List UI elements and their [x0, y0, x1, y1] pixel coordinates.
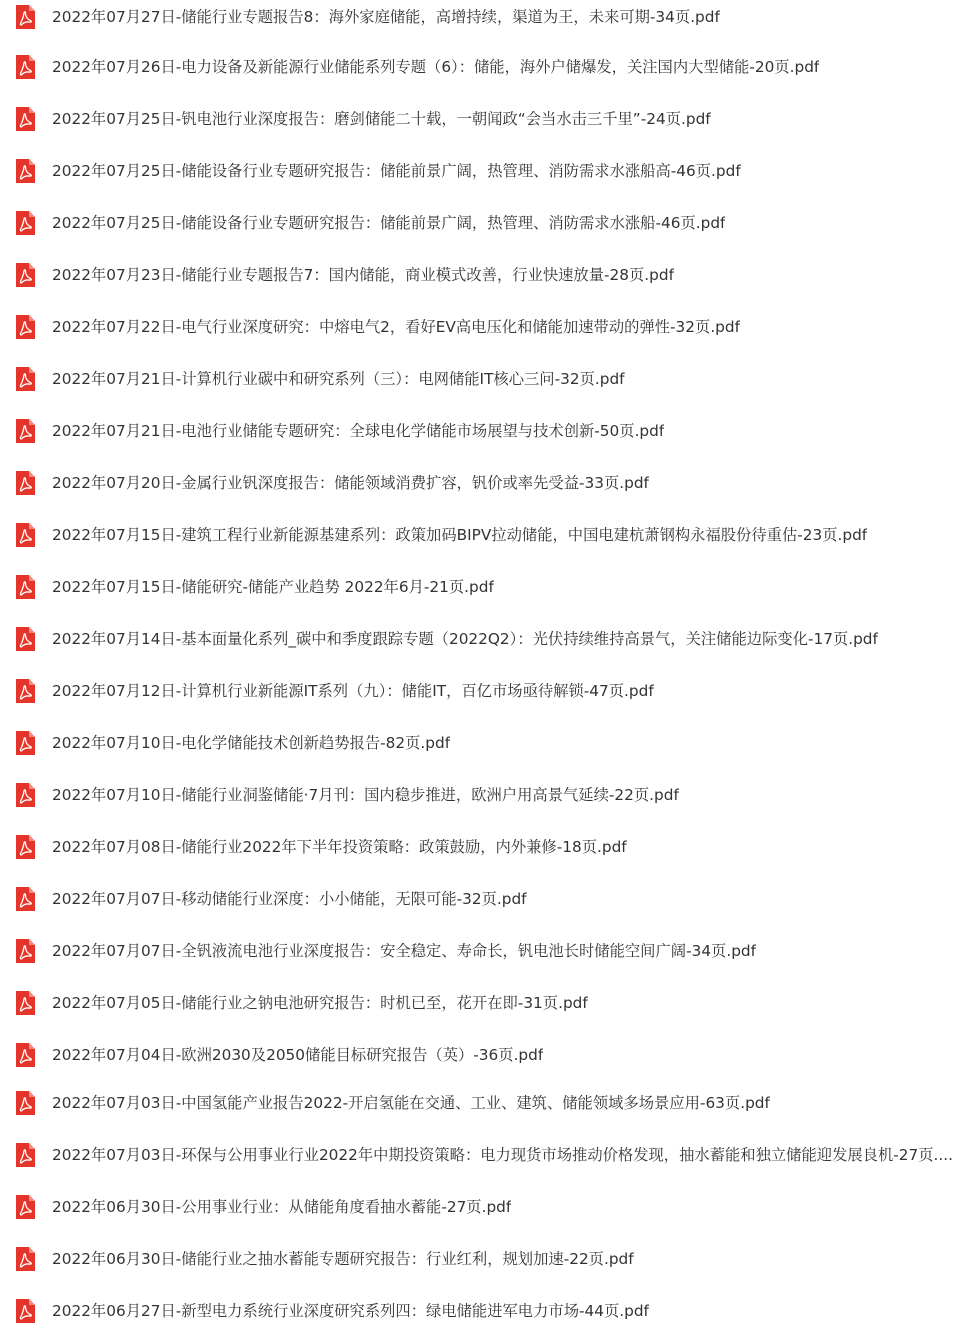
- file-name: 2022年06月27日-新型电力系统行业深度研究系列四：绿电储能进军电力市场-44页.pdf: [52, 1302, 649, 1320]
- file-name: 2022年07月10日-储能行业洞鉴储能·7月刊：国内稳步推进，欧洲户用高景气延续-22页.pdf: [52, 786, 679, 804]
- file-name: 2022年07月21日-计算机行业碳中和研究系列（三）：电网储能IT核心三问-32页.pdf: [52, 370, 625, 388]
- file-name: 2022年07月26日-电力设备及新能源行业储能系列专题（6）：储能，海外户储爆发，关注国内大型储能-20页.pdf: [52, 58, 820, 76]
- file-row[interactable]: [0, 778, 975, 812]
- file-name: 2022年07月07日-移动储能行业深度：小小储能，无限可能-32页.pdf: [52, 890, 527, 908]
- file-name: 2022年07月21日-电池行业储能专题研究：全球电化学储能市场展望与技术创新-50页.pdf: [52, 422, 665, 440]
- pdf-file-icon: [14, 4, 36, 30]
- pdf-file-icon: [14, 522, 36, 548]
- file-row[interactable]: [0, 570, 975, 604]
- file-name: 2022年07月25日-钒电池行业深度报告：磨剑储能二十载，一朝闻政“会当水击三千里”-24页.pdf: [52, 110, 711, 128]
- pdf-file-icon: [14, 678, 36, 704]
- file-name: 2022年07月05日-储能行业之钠电池研究报告：时机已至，花开在即-31页.pdf: [52, 994, 588, 1012]
- file-row[interactable]: [0, 154, 975, 188]
- file-name: 2022年07月25日-储能设备行业专题研究报告：储能前景广阔，热管理、消防需求水涨船高-46页.pdf: [52, 162, 741, 180]
- pdf-file-icon: [14, 1246, 36, 1272]
- file-row[interactable]: [0, 1190, 975, 1224]
- pdf-file-icon: [14, 366, 36, 392]
- pdf-file-icon: [14, 262, 36, 288]
- file-row[interactable]: [0, 362, 975, 396]
- pdf-file-icon: [14, 834, 36, 860]
- file-row[interactable]: [0, 518, 975, 552]
- file-name: 2022年07月04日-欧洲2030及2050储能目标研究报告（英）-36页.pdf: [52, 1046, 544, 1064]
- file-row[interactable]: [0, 102, 975, 136]
- file-row[interactable]: [0, 50, 975, 84]
- file-row[interactable]: [0, 1138, 975, 1172]
- pdf-file-icon: [14, 574, 36, 600]
- pdf-file-icon: [14, 470, 36, 496]
- file-name: 2022年07月08日-储能行业2022年下半年投资策略：政策鼓励，内外兼修-18页.pdf: [52, 838, 627, 856]
- file-name: 2022年07月27日-储能行业专题报告8：海外家庭储能，高增持续，渠道为王，未来可期-34页.pdf: [52, 8, 720, 26]
- pdf-file-icon: [14, 1142, 36, 1168]
- pdf-file-icon: [14, 210, 36, 236]
- file-name: 2022年07月25日-储能设备行业专题研究报告：储能前景广阔，热管理、消防需求水涨船-46页.pdf: [52, 214, 726, 232]
- pdf-file-icon: [14, 938, 36, 964]
- file-row[interactable]: [0, 830, 975, 864]
- pdf-file-icon: [14, 782, 36, 808]
- pdf-file-icon: [14, 106, 36, 132]
- pdf-file-icon: [14, 626, 36, 652]
- pdf-file-icon: [14, 886, 36, 912]
- file-name: 2022年07月22日-电气行业深度研究：中熔电气2，看好EV高电压化和储能加速带动的弹性-32页.pdf: [52, 318, 740, 336]
- file-name: 2022年06月30日-储能行业之抽水蓄能专题研究报告：行业红利，规划加速-22页.pdf: [52, 1250, 634, 1268]
- file-row[interactable]: [0, 1086, 975, 1120]
- pdf-file-icon: [14, 418, 36, 444]
- file-row[interactable]: [0, 934, 975, 968]
- pdf-file-icon: [14, 158, 36, 184]
- file-row[interactable]: [0, 986, 975, 1020]
- file-row[interactable]: [0, 674, 975, 708]
- file-name: 2022年07月20日-金属行业钒深度报告：储能领域消费扩容，钒价或率先受益-33页.pdf: [52, 474, 649, 492]
- file-row[interactable]: [0, 466, 975, 500]
- pdf-file-icon: [14, 1298, 36, 1324]
- file-row[interactable]: [0, 882, 975, 916]
- file-name: 2022年07月14日-基本面量化系列_碳中和季度跟踪专题（2022Q2）：光伏持续维持高景气，关注储能边际变化-17页.pdf: [52, 630, 878, 648]
- file-name: 2022年07月07日-全钒液流电池行业深度报告：安全稳定、寿命长，钒电池长时储能空间广阔-34页.pdf: [52, 942, 757, 960]
- pdf-file-icon: [14, 1042, 36, 1068]
- file-name: 2022年06月30日-公用事业行业：从储能角度看抽水蓄能-27页.pdf: [52, 1198, 512, 1216]
- file-name: 2022年07月10日-电化学储能技术创新趋势报告-82页.pdf: [52, 734, 451, 752]
- file-row[interactable]: [0, 310, 975, 344]
- file-row[interactable]: [0, 414, 975, 448]
- pdf-file-icon: [14, 1194, 36, 1220]
- file-name: 2022年07月15日-储能研究-储能产业趋势 2022年6月-21页.pdf: [52, 578, 494, 596]
- file-name: 2022年07月23日-储能行业专题报告7：国内储能，商业模式改善，行业快速放量-28页.pdf: [52, 266, 674, 284]
- pdf-file-icon: [14, 1090, 36, 1116]
- file-row[interactable]: [0, 206, 975, 240]
- file-name: 2022年07月03日-环保与公用事业行业2022年中期投资策略：电力现货市场推动价格发现，抽水蓄能和独立储能迎发展良机-27页....: [52, 1146, 953, 1164]
- file-name: 2022年07月03日-中国氢能产业报告2022-开启氢能在交通、工业、建筑、储能领域多场景应用-63页.pdf: [52, 1094, 770, 1112]
- pdf-file-icon: [14, 990, 36, 1016]
- file-row[interactable]: [0, 1038, 975, 1072]
- file-row[interactable]: [0, 726, 975, 760]
- file-name: 2022年07月15日-建筑工程行业新能源基建系列：政策加码BIPV拉动储能，中国电建杭萧钢构永福股份待重估-23页.pdf: [52, 526, 868, 544]
- pdf-file-icon: [14, 54, 36, 80]
- file-row[interactable]: [0, 0, 975, 34]
- pdf-file-icon: [14, 314, 36, 340]
- file-row[interactable]: [0, 258, 975, 292]
- file-row[interactable]: [0, 1242, 975, 1276]
- pdf-file-icon: [14, 730, 36, 756]
- file-row[interactable]: [0, 622, 975, 656]
- file-name: 2022年07月12日-计算机行业新能源IT系列（九）：储能IT，百亿市场亟待解锁-47页.pdf: [52, 682, 654, 700]
- file-row[interactable]: [0, 1294, 975, 1328]
